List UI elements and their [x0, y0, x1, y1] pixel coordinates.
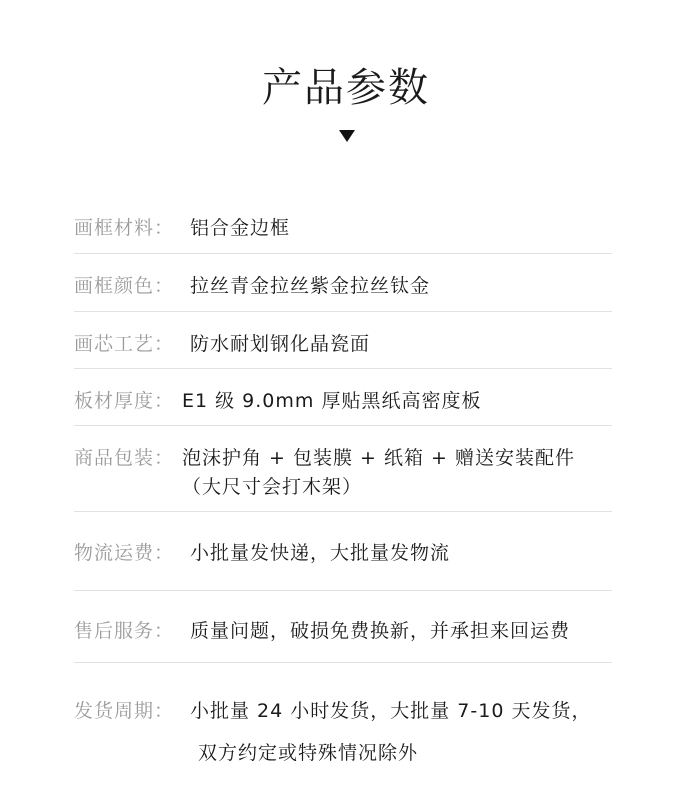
param-value: 质量问题，破损免费换新，并承担来回运费	[190, 620, 571, 642]
param-row-delivery	[74, 663, 612, 763]
param-value: 小批量 24 小时发货，大批量 7-10 天发货，	[190, 700, 592, 722]
param-label: 画框颜色：	[74, 275, 175, 297]
param-value: E1 级 9.0mm 厚贴黑纸高密度板	[182, 390, 482, 412]
param-row-frame-material	[74, 197, 612, 254]
param-value: 拉丝青金拉丝紫金拉丝钛金	[190, 275, 431, 297]
param-row-core-process	[74, 312, 612, 369]
param-label: 板材厚度：	[74, 390, 175, 412]
param-row-after-sales	[74, 591, 612, 663]
down-arrow-icon	[339, 130, 355, 142]
param-row-packaging	[74, 426, 612, 512]
param-row-frame-color	[74, 254, 612, 312]
param-label: 售后服务：	[74, 620, 175, 642]
param-row-board-thickness	[74, 369, 612, 426]
param-label: 商品包装：	[74, 447, 175, 469]
param-label: 物流运费：	[74, 542, 175, 564]
param-label: 画芯工艺：	[74, 333, 175, 355]
param-value: 防水耐划钢化晶瓷面	[190, 333, 371, 355]
param-value-line2: 双方约定或特殊情况除外	[198, 742, 419, 764]
param-row-logistics	[74, 512, 612, 591]
param-value: 铝合金边框	[190, 217, 291, 239]
param-value: 小批量发快递，大批量发物流	[190, 542, 451, 564]
param-label: 画框材料：	[74, 217, 175, 239]
params-list	[0, 197, 692, 763]
param-value: 泡沫护角 + 包装膜 + 纸箱 + 赠送安装配件	[182, 447, 575, 469]
param-value-line2: （大尺寸会打木架）	[182, 476, 363, 498]
page-title: 产品参数	[262, 65, 430, 111]
param-label: 发货周期：	[74, 700, 175, 722]
